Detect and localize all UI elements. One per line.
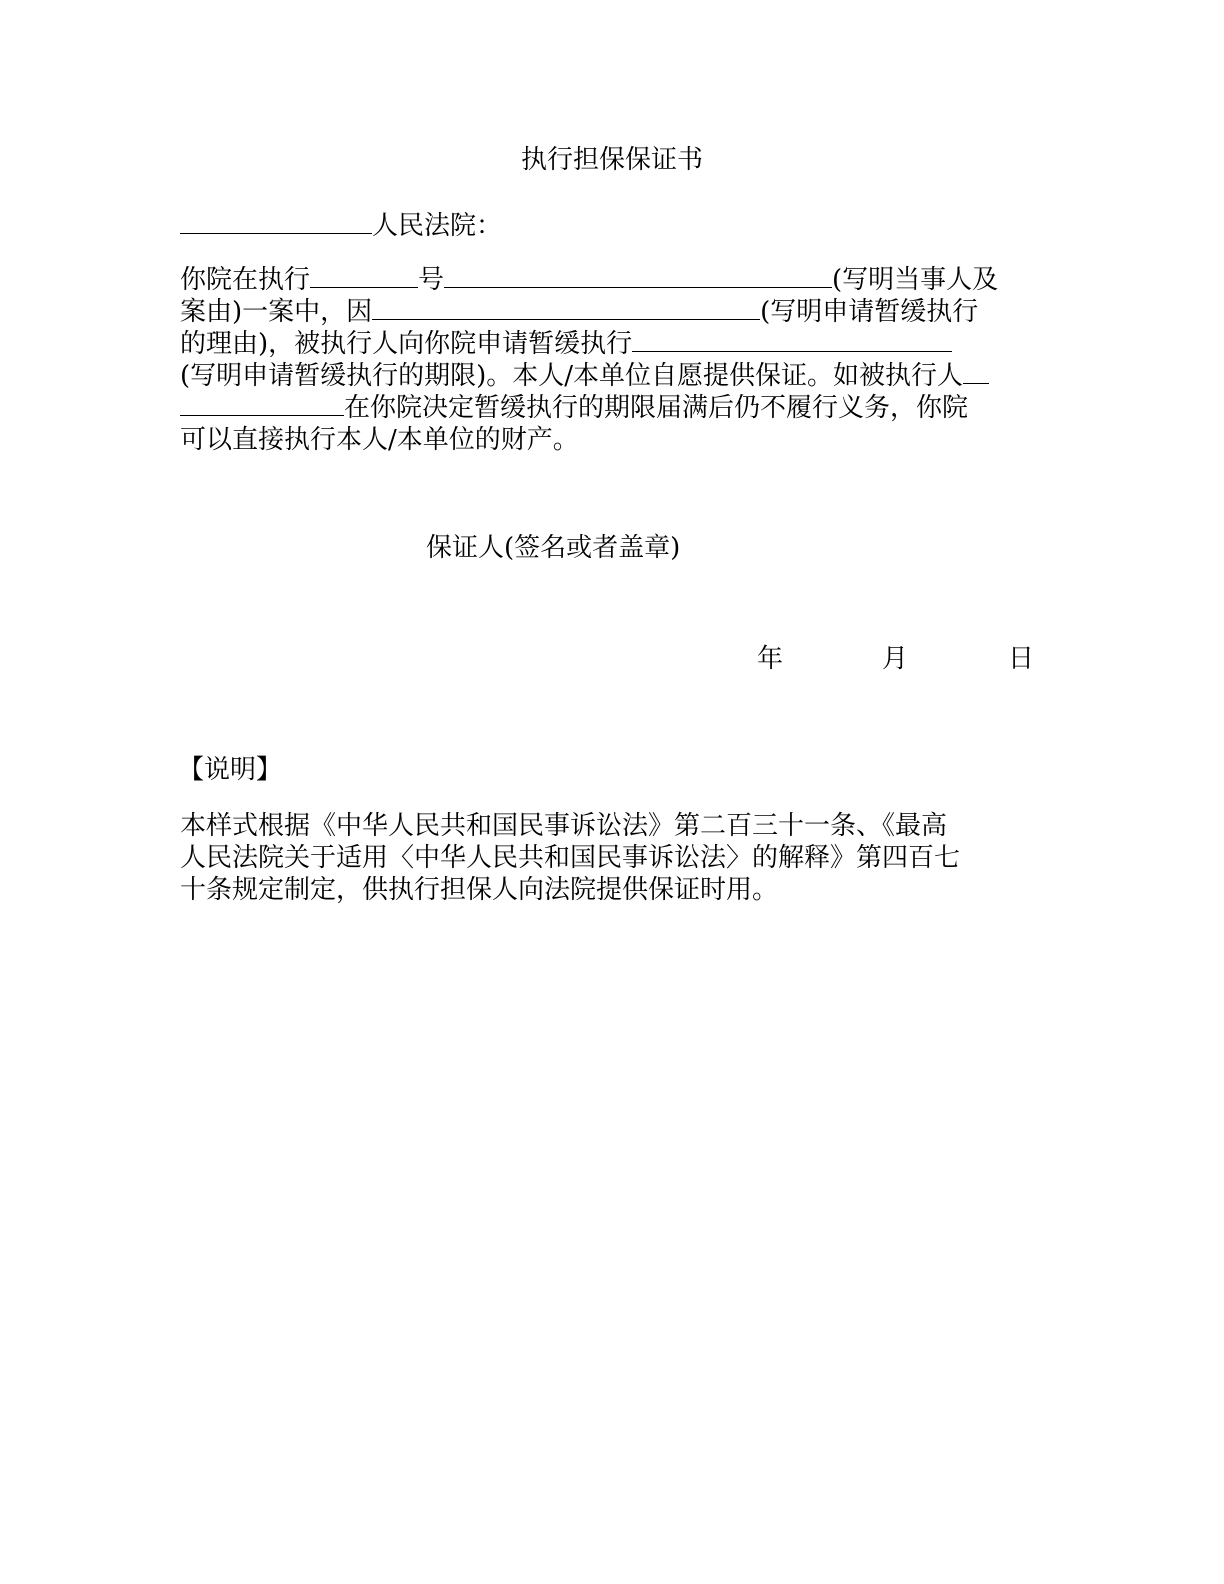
body-line-1: [180, 264, 998, 296]
body-line-6: [180, 424, 579, 456]
parties-cause-blank[interactable]: [444, 265, 832, 288]
body-line-4: [180, 360, 989, 392]
document-title: 执行担保保证书: [520, 145, 703, 175]
notes-line-1: 本样式根据《中华人民共和国民事诉讼法》第二百三十一条、《最高: [180, 811, 948, 841]
body-text: 在你院决定暂缓执行的期限届满后仍不履行义务，你院: [344, 393, 969, 423]
court-name-blank[interactable]: [180, 211, 372, 234]
addressee-suffix: 人民法院：: [372, 211, 503, 241]
addressee-line: [180, 210, 502, 242]
body-text: 你院在执行: [180, 265, 311, 295]
notes-heading: 【说明】: [178, 755, 283, 785]
date-month-label: 月: [882, 644, 909, 674]
body-text: (写明申请暂缓执行: [760, 297, 979, 327]
date-year-label: 年: [757, 644, 784, 674]
body-text: (写明申请暂缓执行的期限)。本人/本单位自愿提供保证。如被执行人: [180, 361, 964, 391]
body-text: (写明当事人及: [832, 265, 999, 295]
body-text: 案由)一案中，因: [180, 297, 373, 327]
body-text: 的理由)，被执行人向你院申请暂缓执行: [180, 329, 633, 359]
notes-line-3: 十条规定制定，供执行担保人向法院提供保证时用。: [180, 875, 779, 905]
guarantor-signature-label: 保证人(签名或者盖章): [426, 533, 681, 563]
body-text: 号: [418, 265, 445, 295]
case-number-blank[interactable]: [310, 265, 418, 288]
debtor-name-blank-end[interactable]: [180, 393, 344, 416]
date-day-label: 日: [1008, 644, 1035, 674]
body-line-2: [180, 296, 978, 328]
body-text: 可以直接执行本人/本单位的财产。: [180, 425, 579, 455]
notes-line-2: 人民法院关于适用〈中华人民共和国民事诉讼法〉的解释》第四百七: [180, 843, 961, 873]
reason-blank[interactable]: [372, 297, 760, 320]
body-line-3: [180, 328, 952, 360]
deferral-period-blank[interactable]: [632, 329, 952, 352]
body-line-5: [180, 392, 968, 424]
debtor-name-blank-start[interactable]: [963, 361, 989, 384]
